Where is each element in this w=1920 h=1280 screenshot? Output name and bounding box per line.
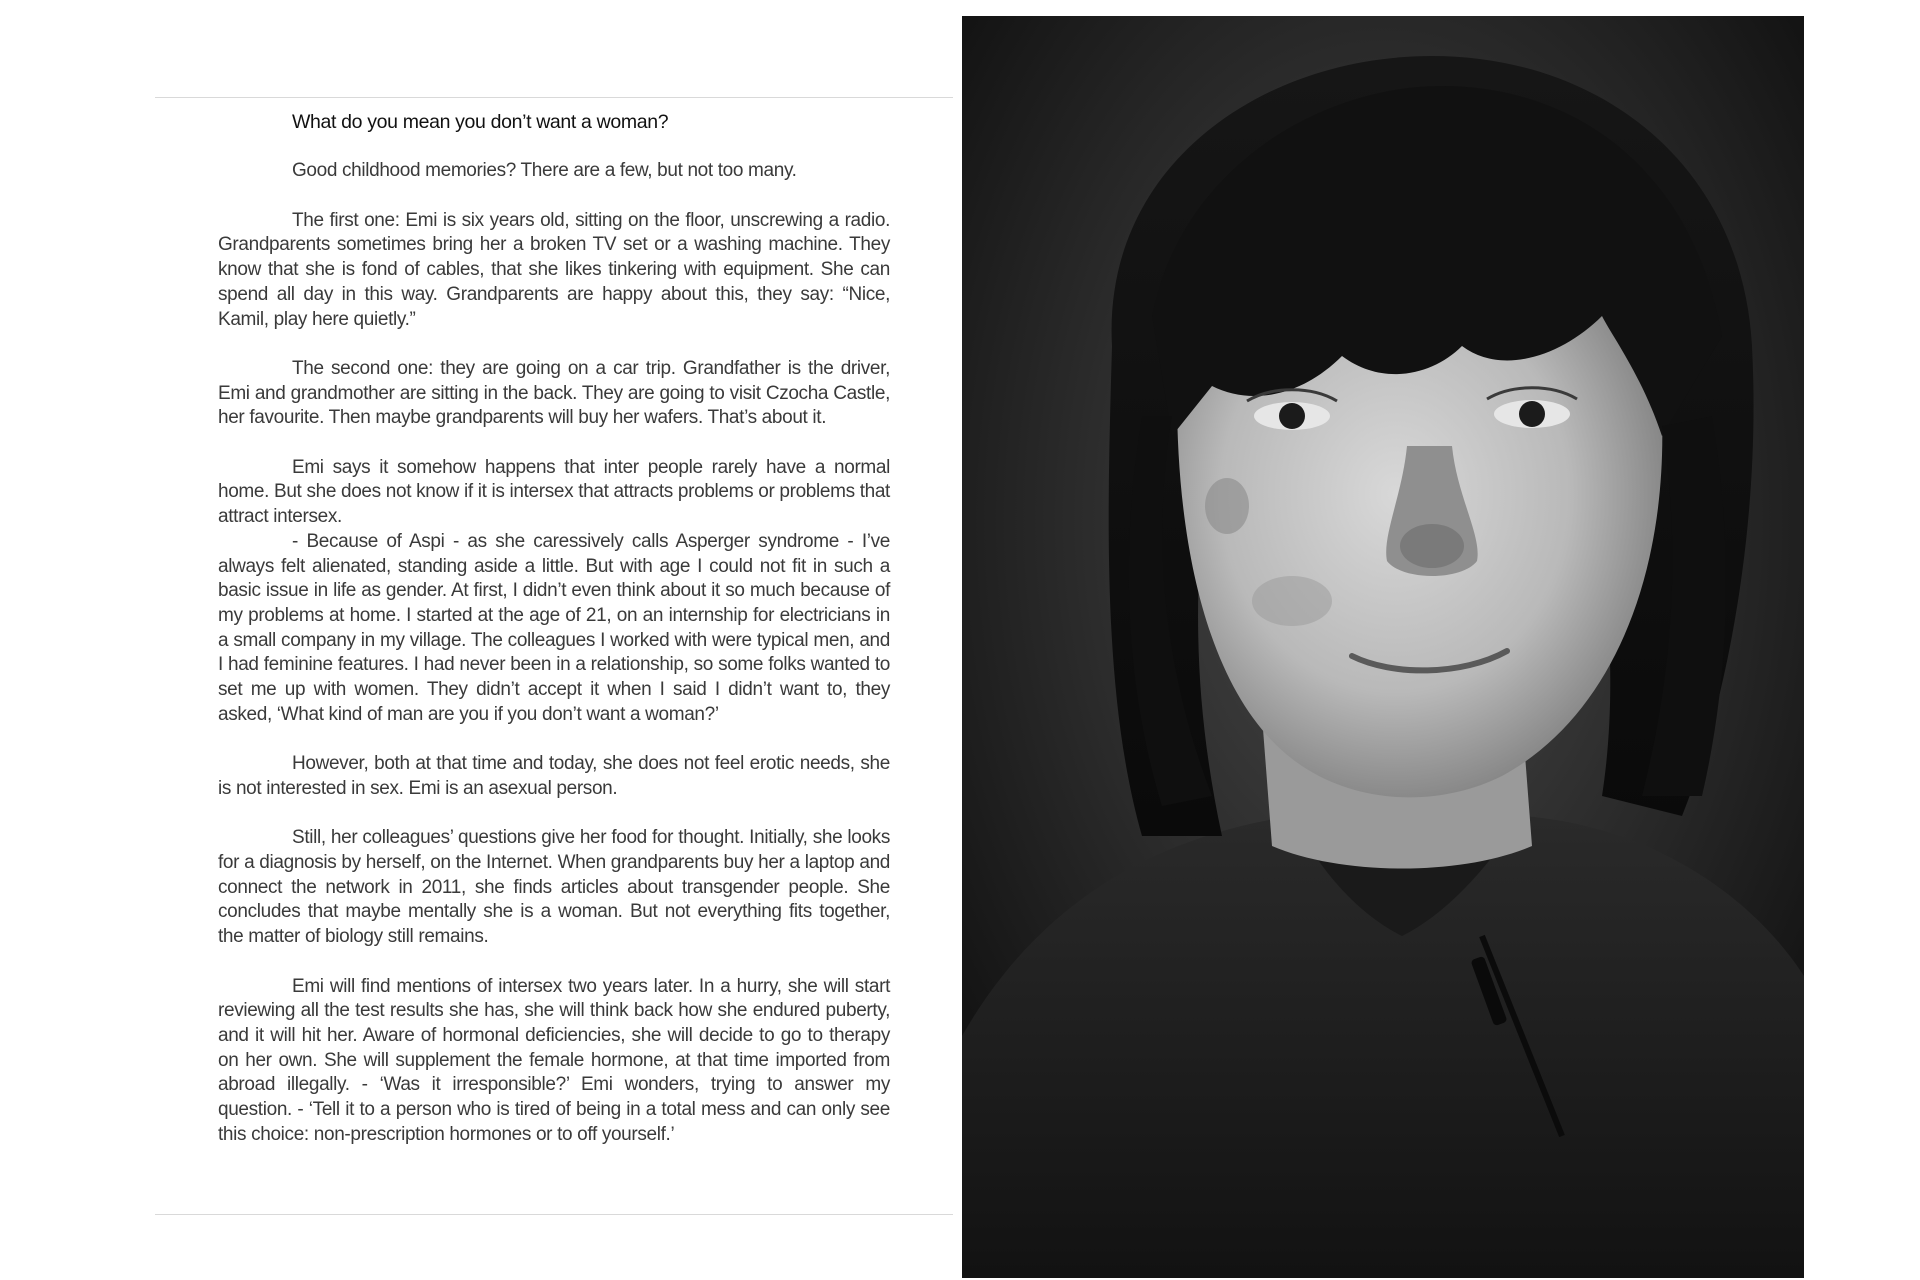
paragraph-colleagues-questions: Still, her colleagues’ questions give her food for thought. Initially, she looks for a diagnosis by herself, on the Internet. When grandparents buy her a laptop and connect the network in 2011, she finds articles about transgender people. She concludes that maybe mentally she is a woman. But not everything fits together, the matter of biology still remains. xyxy=(218,827,890,948)
portrait-photo xyxy=(962,16,1804,1278)
paragraph-first-memory: The first one: Emi is six years old, sitting on the floor, unscrewing a radio. Grandparents sometimes bring her a broken TV set or a washing machine. They know that she is fond of cables, that she likes tinkering with equipment. She can spend all day in this way. Grandparents are happy about this, they say: “Nice, Kamil, play here quietly.” xyxy=(218,209,890,330)
paragraph-asexual: However, both at that time and today, she does not feel erotic needs, she is not interested in sex. Emi is an asexual person. xyxy=(218,753,890,799)
paragraph-intersex-mentions: Emi will find mentions of intersex two years later. In a hurry, she will start reviewing all the test results she has, she will think back how she endured puberty, and it will hit her. Aware of hormonal deficiencies, she will decide to go to therapy on her own. She will supplement the female hormone, at that time imported from abroad illegally. - ‘Was it irresponsible?’ Emi wonders, trying to answer my question. - ‘Tell it to a person who is tired of being in a total mess and can only see this choice: non-prescription hormones or to off yourself.’ xyxy=(218,975,890,1145)
paragraph-aspi-quote: - Because of Aspi - as she caressively calls Asperger syndrome - I’ve always felt alienated, standing aside a little. But with age I could not fit in such a basic issue in life as gender. At first, I didn’t even think about it so much because of my problems at home. I started at the age of 21, on an internship for electricians in a small company in my village. The colleagues I worked with were typical men, and I had feminine features. I had never been in a relationship, so some folks wanted to set me up with women. They didn’t accept it when I said I didn’t want to, they asked, ‘What kind of man are you if you don’t want a woman?’ xyxy=(218,530,890,725)
paragraph-childhood-memories: Good childhood memories? There are a few, but not too many. xyxy=(292,160,797,182)
paragraph-inter-people: Emi says it somehow happens that inter people rarely have a normal home. But she does not know if it is intersex that attracts problems or problems that attract intersex. xyxy=(218,456,890,528)
article-text xyxy=(218,110,890,1147)
top-divider xyxy=(155,97,953,98)
paragraph-second-memory: The second one: they are going on a car trip. Grandfather is the driver, Emi and grandmother are sitting in the back. They are going to visit Czocha Castle, her favourite. Then maybe grandparents will buy her wafers. That’s about it. xyxy=(218,357,890,429)
article-heading: What do you mean you don’t want a woman? xyxy=(292,111,669,133)
bottom-divider xyxy=(155,1214,953,1215)
portrait-illustration xyxy=(962,16,1804,1278)
